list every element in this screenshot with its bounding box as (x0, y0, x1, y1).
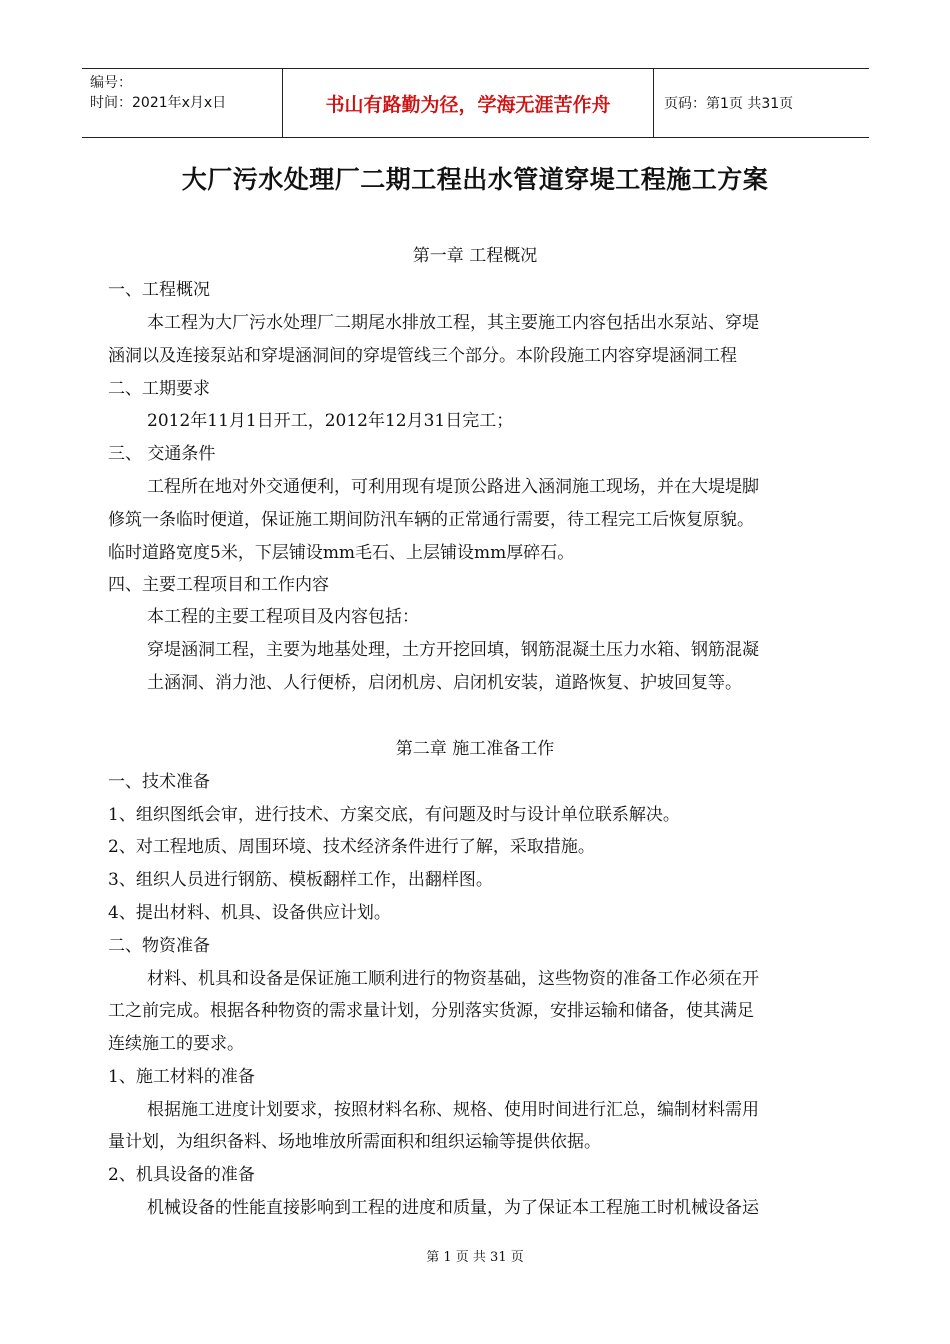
section-heading: 一、工程概况 (108, 280, 210, 300)
subsection-heading: 1、施工材料的准备 (108, 1067, 255, 1087)
paragraph-line: 本工程的主要工程项目及内容包括： (147, 607, 419, 627)
paragraph-line: 工之前完成。根据各种物资的需求量计划，分别落实货源，安排运输和储备，使其满足 (108, 1001, 754, 1021)
list-item: 4、提出材料、机具、设备供应计划。 (108, 903, 391, 923)
document-title: 大厂污水处理厂二期工程出水管道穿堤工程施工方案 (181, 165, 769, 194)
subsection-heading: 2、机具设备的准备 (108, 1165, 255, 1185)
section-heading: 二、物资准备 (108, 936, 210, 956)
paragraph-line: 机械设备的性能直接影响到工程的进度和质量，为了保证本工程施工时机械设备运 (147, 1198, 759, 1218)
chapter-heading: 第二章 施工准备工作 (395, 739, 555, 759)
paragraph-line: 材料、机具和设备是保证施工顺利进行的物资基础，这些物资的准备工作必须在开 (147, 969, 759, 989)
paragraph-line: 工程所在地对外交通便利，可利用现有堤顶公路进入涵洞施工现场，并在大堤堤脚 (147, 477, 759, 497)
list-item: 3、组织人员进行钢筋、模板翻样工作，出翻样图。 (108, 870, 493, 890)
paragraph-line: 穿堤涵洞工程，主要为地基处理，土方开挖回填，钢筋混凝土压力水箱、钢筋混凝 (147, 640, 759, 660)
list-item: 2、对工程地质、周围环境、技术经济条件进行了解，采取措施。 (108, 837, 595, 857)
section-heading: 一、技术准备 (108, 772, 210, 792)
header-meta (82, 69, 282, 137)
code-label: 编号： (90, 75, 132, 91)
page-header (82, 68, 869, 138)
header-motto: 书山有路勤为径，学海无涯苦作舟 (282, 69, 654, 137)
paragraph-line: 本工程为大厂污水处理厂二期尾水排放工程，其主要施工内容包括出水泵站、穿堤 (147, 313, 759, 333)
paragraph-line: 涵洞以及连接泵站和穿堤涵洞间的穿堤管线三个部分。本阶段施工内容穿堤涵洞工程 (108, 346, 737, 366)
paragraph-line: 量计划，为组织备料、场地堆放所需面积和组织运输等提供依据。 (108, 1132, 601, 1152)
paragraph-line: 土涵洞、消力池、人行便桥，启闭机房、启闭机安装，道路恢复、护坡回复等。 (147, 673, 742, 693)
paragraph-line: 连续施工的要求。 (108, 1034, 244, 1054)
header-page-info: 页码：第1页 共31页 (664, 96, 794, 112)
paragraph-line: 2012年11月1日开工，2012年12月31日完工； (147, 411, 514, 431)
paragraph-line: 修筑一条临时便道，保证施工期间防汛车辆的正常通行需要，待工程完工后恢复原貌。 (108, 510, 754, 530)
time-label: 时间：2021年x月x日 (90, 95, 227, 111)
list-item: 1、组织图纸会审，进行技术、方案交底，有问题及时与设计单位联系解决。 (108, 805, 680, 825)
paragraph-line: 临时道路宽度5米，下层铺设mm毛石、上层铺设mm厚碎石。 (108, 543, 575, 563)
section-heading: 三、 交通条件 (108, 444, 216, 464)
paragraph-line: 根据施工进度计划要求，按照材料名称、规格、使用时间进行汇总，编制材料需用 (147, 1100, 759, 1120)
section-heading: 二、工期要求 (108, 379, 210, 399)
page-footer: 第 1 页 共 31 页 (426, 1250, 524, 1265)
chapter-heading: 第一章 工程概况 (412, 246, 538, 266)
section-heading: 四、主要工程项目和工作内容 (108, 575, 329, 595)
